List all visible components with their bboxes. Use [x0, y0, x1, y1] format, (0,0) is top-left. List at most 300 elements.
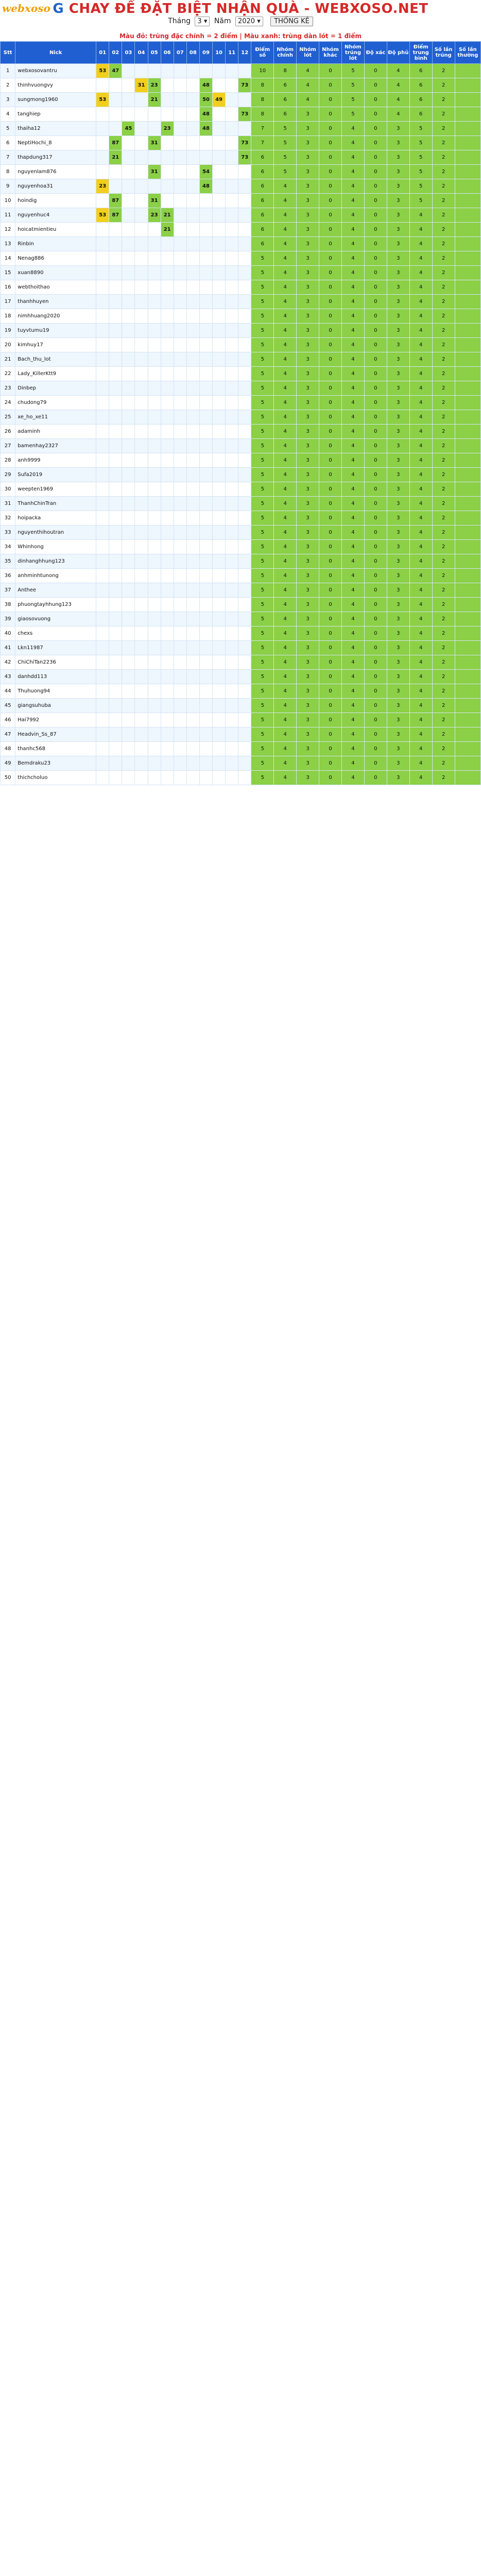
stat-cell: 0: [319, 569, 342, 583]
stat-cell: [455, 136, 480, 150]
stat-cell: [455, 756, 480, 771]
day-cell: [174, 569, 186, 583]
day-cell: 53: [96, 64, 109, 78]
row-rank: 13: [1, 237, 15, 251]
ranking-table: [0, 41, 481, 785]
day-cell: 23: [148, 78, 161, 93]
stat-cell: 0: [319, 280, 342, 295]
row-rank: 19: [1, 324, 15, 338]
row-nick[interactable]: Lkn11987: [15, 641, 96, 655]
day-cell: [199, 208, 212, 223]
row-nick[interactable]: thichcholuo: [15, 771, 96, 785]
day-cell: [135, 569, 148, 583]
row-nick[interactable]: thanhhuyen: [15, 295, 96, 309]
stat-cell: 4: [274, 280, 297, 295]
day-cell: [174, 309, 186, 324]
column-header: Độ phủ: [387, 42, 409, 64]
day-cell: 50: [199, 93, 212, 107]
day-cell: [148, 367, 161, 381]
column-header: 11: [226, 42, 238, 64]
day-cell: [96, 713, 109, 727]
day-cell: [148, 497, 161, 511]
stat-cell: 3: [297, 511, 319, 526]
row-nick[interactable]: Rinbin: [15, 237, 96, 251]
day-cell: [109, 569, 122, 583]
day-cell: [238, 410, 251, 425]
stat-cell: 5: [251, 482, 274, 497]
day-cell: [161, 78, 174, 93]
stat-cell: 4: [409, 655, 432, 670]
day-cell: [186, 598, 199, 612]
day-cell: [122, 468, 135, 482]
table-row: [1, 136, 481, 150]
stat-cell: 4: [274, 324, 297, 338]
table-row: [1, 122, 481, 136]
day-cell: [148, 468, 161, 482]
row-nick[interactable]: kimhuy17: [15, 338, 96, 352]
row-nick[interactable]: thinhvuongvy: [15, 78, 96, 93]
day-cell: [226, 107, 238, 122]
row-nick[interactable]: hoindig: [15, 194, 96, 208]
row-nick[interactable]: bamenhay2327: [15, 439, 96, 453]
stat-cell: 3: [387, 439, 409, 453]
year-select[interactable]: 2020 ▾: [235, 16, 263, 26]
day-cell: [174, 107, 186, 122]
day-cell: [96, 78, 109, 93]
stat-cell: 0: [364, 352, 387, 367]
stat-cell: [455, 150, 480, 165]
row-rank: 47: [1, 727, 15, 742]
stat-cell: 3: [297, 727, 319, 742]
row-nick[interactable]: NeptiHochi_8: [15, 136, 96, 150]
day-cell: [161, 165, 174, 179]
day-cell: [213, 482, 226, 497]
row-nick[interactable]: webxosovantru: [15, 64, 96, 78]
day-cell: [161, 699, 174, 713]
stat-cell: 4: [341, 251, 364, 266]
stat-cell: 4: [341, 367, 364, 381]
stat-cell: 4: [274, 526, 297, 540]
day-cell: [213, 410, 226, 425]
table-row: [1, 626, 481, 641]
day-cell: [148, 122, 161, 136]
table-row: [1, 251, 481, 266]
day-cell: [174, 165, 186, 179]
day-cell: [199, 655, 212, 670]
row-nick[interactable]: Whinhong: [15, 540, 96, 554]
row-nick[interactable]: ChiChiTan2236: [15, 655, 96, 670]
stat-cell: [455, 612, 480, 626]
day-cell: [213, 136, 226, 150]
stat-cell: 0: [319, 237, 342, 251]
stat-cell: 3: [297, 641, 319, 655]
day-cell: [186, 612, 199, 626]
day-cell: [148, 453, 161, 468]
day-cell: [174, 425, 186, 439]
row-nick[interactable]: Sufa2019: [15, 468, 96, 482]
stat-cell: 0: [319, 713, 342, 727]
day-cell: [186, 150, 199, 165]
day-cell: [161, 453, 174, 468]
table-row: [1, 194, 481, 208]
stat-cell: [455, 223, 480, 237]
day-cell: [186, 713, 199, 727]
row-nick[interactable]: Anthee: [15, 583, 96, 598]
row-nick[interactable]: nimhhuang2020: [15, 309, 96, 324]
table-row: [1, 598, 481, 612]
day-cell: [96, 396, 109, 410]
day-cell: [226, 150, 238, 165]
stat-cell: [455, 569, 480, 583]
row-nick[interactable]: ThanhChinTran: [15, 497, 96, 511]
row-nick[interactable]: Hai7992: [15, 713, 96, 727]
day-cell: 21: [109, 150, 122, 165]
day-cell: [213, 251, 226, 266]
row-nick[interactable]: nguyenlam876: [15, 165, 96, 179]
table-row: [1, 439, 481, 453]
day-cell: [122, 655, 135, 670]
day-cell: [186, 136, 199, 150]
day-cell: [174, 482, 186, 497]
day-cell: [186, 670, 199, 684]
row-nick[interactable]: nguyenhoa31: [15, 179, 96, 194]
day-cell: [238, 713, 251, 727]
day-cell: [109, 280, 122, 295]
row-nick[interactable]: thaiha12: [15, 122, 96, 136]
stat-cell: 5: [251, 699, 274, 713]
day-cell: [213, 771, 226, 785]
row-rank: 40: [1, 626, 15, 641]
stat-cell: [455, 367, 480, 381]
stat-cell: 6: [251, 194, 274, 208]
row-nick[interactable]: Bach_thu_lot: [15, 352, 96, 367]
stat-cell: [455, 453, 480, 468]
row-nick[interactable]: sungmong1960: [15, 93, 96, 107]
stat-cell: 4: [274, 266, 297, 280]
stat-cell: 4: [409, 237, 432, 251]
day-cell: [122, 324, 135, 338]
day-cell: [96, 598, 109, 612]
row-nick[interactable]: nguyenthihoutran: [15, 526, 96, 540]
stat-cell: 4: [341, 641, 364, 655]
row-nick[interactable]: phuongtayhhung123: [15, 598, 96, 612]
day-cell: [161, 251, 174, 266]
stat-cell: 4: [409, 367, 432, 381]
day-cell: [109, 381, 122, 396]
day-cell: [96, 554, 109, 569]
column-header: 06: [161, 42, 174, 64]
column-header: Nick: [15, 42, 96, 64]
stat-cell: 4: [409, 742, 432, 756]
day-cell: [186, 453, 199, 468]
row-nick[interactable]: xe_ho_xe11: [15, 410, 96, 425]
stat-cell: 2: [432, 468, 455, 482]
stat-cell: 5: [251, 540, 274, 554]
table-row: [1, 396, 481, 410]
stat-cell: 4: [274, 352, 297, 367]
day-cell: [135, 526, 148, 540]
stat-cell: 0: [364, 295, 387, 309]
day-cell: [148, 684, 161, 699]
stat-cell: 5: [341, 78, 364, 93]
stat-cell: 0: [319, 266, 342, 280]
stat-cell: 4: [341, 122, 364, 136]
row-nick[interactable]: giaosovuong: [15, 612, 96, 626]
stat-cell: 2: [432, 583, 455, 598]
row-nick[interactable]: thapdung317: [15, 150, 96, 165]
row-nick[interactable]: xuan8890: [15, 266, 96, 280]
day-cell: [186, 266, 199, 280]
stat-cell: 5: [251, 554, 274, 569]
row-rank: 10: [1, 194, 15, 208]
day-cell: [96, 309, 109, 324]
stat-cell: 0: [364, 309, 387, 324]
day-cell: [148, 626, 161, 641]
stat-cell: 4: [341, 482, 364, 497]
day-cell: [96, 439, 109, 453]
stat-cell: 4: [409, 352, 432, 367]
day-cell: [238, 511, 251, 526]
day-cell: 48: [199, 78, 212, 93]
row-nick[interactable]: anhminhtunong: [15, 569, 96, 583]
stat-cell: 4: [341, 453, 364, 468]
day-cell: [186, 237, 199, 251]
day-cell: [148, 324, 161, 338]
stat-cell: 4: [409, 482, 432, 497]
day-cell: [122, 713, 135, 727]
table-row: [1, 352, 481, 367]
stat-cell: [455, 468, 480, 482]
day-cell: [199, 352, 212, 367]
site-logo[interactable]: webxoso: [2, 2, 50, 14]
day-cell: [213, 511, 226, 526]
day-cell: [238, 194, 251, 208]
day-cell: [213, 381, 226, 396]
row-nick[interactable]: adaminh: [15, 425, 96, 439]
stat-cell: 2: [432, 526, 455, 540]
day-cell: [199, 598, 212, 612]
day-cell: [199, 626, 212, 641]
stat-cell: 4: [341, 194, 364, 208]
row-nick[interactable]: hoicatmientieu: [15, 223, 96, 237]
day-cell: [186, 324, 199, 338]
day-cell: [96, 165, 109, 179]
stat-cell: 5: [341, 64, 364, 78]
stat-cell: 5: [251, 771, 274, 785]
stat-cell: 0: [364, 670, 387, 684]
day-cell: [161, 396, 174, 410]
row-nick[interactable]: thanhc568: [15, 742, 96, 756]
stat-cell: 3: [387, 425, 409, 439]
day-cell: [186, 208, 199, 223]
row-nick[interactable]: Dinbep: [15, 381, 96, 396]
row-nick[interactable]: dinhanghhung123: [15, 554, 96, 569]
day-cell: [226, 165, 238, 179]
day-cell: [226, 468, 238, 482]
row-nick[interactable]: hoipacka: [15, 511, 96, 526]
stat-cell: 3: [297, 410, 319, 425]
row-nick[interactable]: Nenag886: [15, 251, 96, 266]
day-cell: 23: [96, 179, 109, 194]
day-cell: [161, 497, 174, 511]
stat-cell: 0: [319, 670, 342, 684]
stat-cell: 3: [387, 511, 409, 526]
row-nick[interactable]: Headvin_Ss_87: [15, 727, 96, 742]
day-cell: [161, 540, 174, 554]
stat-cell: 2: [432, 569, 455, 583]
row-nick[interactable]: chexs: [15, 626, 96, 641]
stat-cell: 3: [297, 150, 319, 165]
day-cell: [135, 540, 148, 554]
row-rank: 25: [1, 410, 15, 425]
stat-cell: 4: [274, 367, 297, 381]
day-cell: [174, 194, 186, 208]
stat-cell: 0: [319, 641, 342, 655]
stat-cell: 0: [319, 453, 342, 468]
day-cell: [148, 771, 161, 785]
column-header: Số lần thường: [455, 42, 480, 64]
day-cell: [238, 569, 251, 583]
row-nick[interactable]: Thuhuong94: [15, 684, 96, 699]
day-cell: [96, 641, 109, 655]
day-cell: [238, 338, 251, 352]
table-row: [1, 684, 481, 699]
stat-cell: 6: [274, 107, 297, 122]
month-select[interactable]: 3 ▾: [195, 16, 210, 26]
row-nick[interactable]: giangsuhuba: [15, 699, 96, 713]
stat-cell: [455, 309, 480, 324]
day-cell: [186, 93, 199, 107]
day-cell: [186, 64, 199, 78]
day-cell: [226, 684, 238, 699]
day-cell: [96, 237, 109, 251]
table-row: [1, 223, 481, 237]
row-nick[interactable]: Lady_KillerKtt9: [15, 367, 96, 381]
row-nick[interactable]: chudong79: [15, 396, 96, 410]
stat-cell: 0: [364, 554, 387, 569]
day-cell: [96, 497, 109, 511]
day-cell: 73: [238, 78, 251, 93]
row-nick[interactable]: tuyvtumu19: [15, 324, 96, 338]
row-rank: 26: [1, 425, 15, 439]
day-cell: [226, 367, 238, 381]
stat-cell: 5: [251, 425, 274, 439]
stat-cell: 5: [251, 756, 274, 771]
day-cell: [213, 237, 226, 251]
day-cell: [199, 670, 212, 684]
day-cell: [226, 526, 238, 540]
stat-cell: 4: [297, 93, 319, 107]
day-cell: [135, 64, 148, 78]
row-nick[interactable]: weepten1969: [15, 482, 96, 497]
day-cell: [199, 338, 212, 352]
stat-cell: 4: [387, 93, 409, 107]
day-cell: [213, 569, 226, 583]
stat-cell: 3: [297, 367, 319, 381]
row-nick[interactable]: tanghiep: [15, 107, 96, 122]
stat-cell: 0: [364, 453, 387, 468]
stat-cell: 4: [409, 641, 432, 655]
stat-cell: 5: [251, 727, 274, 742]
stat-cell: [455, 583, 480, 598]
day-cell: [226, 598, 238, 612]
day-cell: [148, 352, 161, 367]
stat-cell: 4: [409, 425, 432, 439]
row-nick[interactable]: anh9999: [15, 453, 96, 468]
day-cell: [148, 670, 161, 684]
stat-cell: 0: [364, 482, 387, 497]
day-cell: [148, 64, 161, 78]
row-rank: 1: [1, 64, 15, 78]
day-cell: [226, 136, 238, 150]
stat-cell: 3: [387, 165, 409, 179]
stat-cell: 4: [274, 670, 297, 684]
day-cell: [96, 338, 109, 352]
day-cell: [96, 280, 109, 295]
table-row: [1, 612, 481, 626]
day-cell: [122, 439, 135, 453]
stat-cell: 0: [364, 583, 387, 598]
row-nick[interactable]: danhdd113: [15, 670, 96, 684]
stat-cell: 4: [274, 612, 297, 626]
day-cell: [161, 612, 174, 626]
submit-button[interactable]: THỐNG KÊ: [270, 16, 313, 26]
day-cell: [238, 208, 251, 223]
stat-cell: 3: [297, 713, 319, 727]
stat-cell: 3: [387, 771, 409, 785]
day-cell: [122, 511, 135, 526]
day-cell: [148, 237, 161, 251]
day-cell: [109, 352, 122, 367]
column-header: 01: [96, 42, 109, 64]
stat-cell: 3: [297, 598, 319, 612]
stat-cell: 3: [297, 194, 319, 208]
table-row: [1, 554, 481, 569]
stat-cell: 4: [341, 324, 364, 338]
row-nick[interactable]: nguyenhuc4: [15, 208, 96, 223]
stat-cell: [455, 511, 480, 526]
day-cell: [238, 439, 251, 453]
day-cell: [186, 641, 199, 655]
table-row: [1, 381, 481, 396]
stat-cell: 4: [341, 396, 364, 410]
stat-cell: 6: [251, 237, 274, 251]
stat-cell: 4: [341, 497, 364, 511]
day-cell: [148, 526, 161, 540]
day-cell: [109, 713, 122, 727]
stat-cell: 5: [251, 641, 274, 655]
stat-cell: 0: [319, 179, 342, 194]
day-cell: [174, 511, 186, 526]
stat-cell: 5: [251, 309, 274, 324]
stat-cell: 4: [341, 338, 364, 352]
day-cell: [226, 540, 238, 554]
day-cell: [174, 554, 186, 569]
stat-cell: 3: [387, 208, 409, 223]
row-nick[interactable]: webthoithao: [15, 280, 96, 295]
row-nick[interactable]: Bemdraku23: [15, 756, 96, 771]
day-cell: [109, 598, 122, 612]
column-header: Điểm trung bình: [409, 42, 432, 64]
stat-cell: 0: [364, 93, 387, 107]
stat-cell: 4: [274, 511, 297, 526]
day-cell: [226, 295, 238, 309]
stat-cell: [455, 598, 480, 612]
day-cell: [122, 352, 135, 367]
day-cell: [226, 381, 238, 396]
stat-cell: 3: [297, 439, 319, 453]
stat-cell: 3: [297, 223, 319, 237]
